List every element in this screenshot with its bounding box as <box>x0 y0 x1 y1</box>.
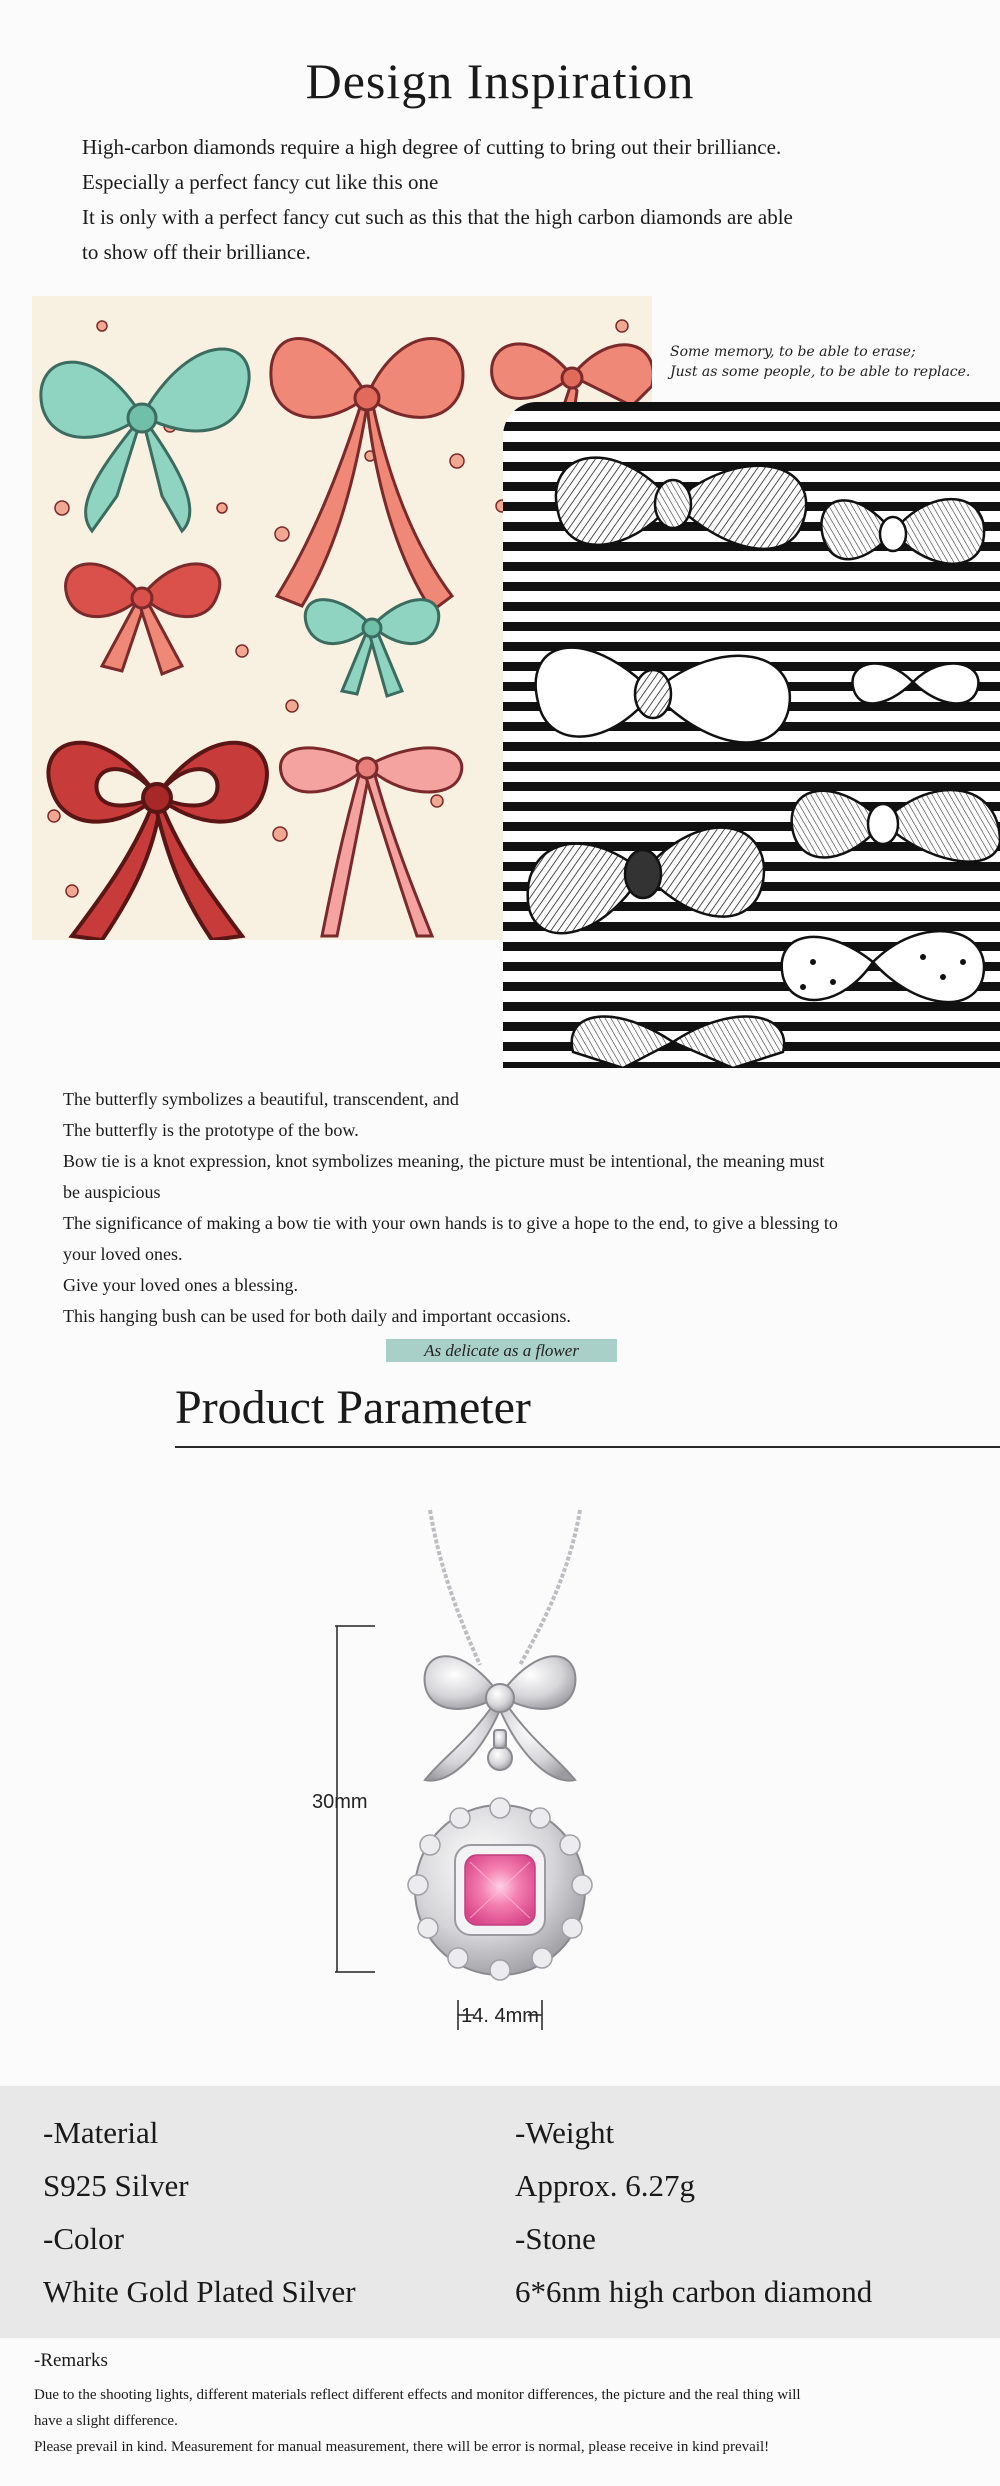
script-note-line: Some memory, to be able to erase; <box>670 344 916 360</box>
intro-line: Especially a perfect fancy cut like this one <box>82 170 439 194</box>
story-line: Give your loved ones a blessing. <box>63 1275 298 1295</box>
story-line: The butterfly is the prototype of the bow. <box>63 1120 359 1140</box>
remarks-text <box>34 2382 974 2460</box>
story-line: The significance of making a bow tie with your own hands is to give a hope to the end, to give a blessing to <box>63 1213 838 1233</box>
remarks-line: Please prevail in kind. Measurement for manual measurement, there will be error is normal, please receive in kind prevail! <box>34 2439 770 2455</box>
story-text <box>63 1084 963 1332</box>
story-line: This hanging bush can be used for both daily and important occasions. <box>63 1306 571 1326</box>
script-note <box>670 342 970 382</box>
stone-label: -Stone <box>515 2221 596 2256</box>
height-label: 30mm <box>312 1791 368 1813</box>
flower-tagline: As delicate as a flower <box>386 1339 617 1362</box>
remarks-line: Due to the shooting lights, different materials reflect different effects and monitor differences, the picture and the real thing will <box>34 2387 801 2403</box>
remarks-title: -Remarks <box>34 2350 108 2371</box>
stone-value: 6*6nm high carbon diamond <box>515 2274 873 2309</box>
striped-bows-illustration <box>503 402 1000 1068</box>
color-label: -Color <box>43 2221 124 2256</box>
page-title: Design Inspiration <box>305 53 695 109</box>
intro-text <box>82 130 942 270</box>
material-value: S925 Silver <box>43 2168 189 2203</box>
specs-panel <box>0 2086 1000 2338</box>
story-line: be auspicious <box>63 1182 161 1202</box>
intro-line: It is only with a perfect fancy cut such as this that the high carbon diamonds are able <box>82 205 793 229</box>
striped-bows-image <box>503 402 1000 1068</box>
intro-line: High-carbon diamonds require a high degree of cutting to bring out their brilliance. <box>82 135 782 159</box>
color-value: White Gold Plated Silver <box>43 2274 356 2309</box>
story-line: Bow tie is a knot expression, knot symbolizes meaning, the picture must be intentional, the meaning must <box>63 1151 825 1171</box>
pendant-illustration <box>290 1490 710 2050</box>
weight-value: Approx. 6.27g <box>515 2168 695 2203</box>
remarks-line: have a slight difference. <box>34 2413 178 2429</box>
material-label: -Material <box>43 2115 159 2150</box>
product-figure <box>290 1490 710 2050</box>
script-note-line: Just as some people, to be able to replace. <box>670 364 971 380</box>
weight-label: -Weight <box>515 2115 615 2150</box>
width-label: 14. 4mm <box>461 2005 539 2027</box>
specs-right-column <box>515 2106 872 2318</box>
section-title: Product Parameter <box>175 1381 531 1434</box>
story-line: your loved ones. <box>63 1244 183 1264</box>
specs-left-column <box>43 2106 356 2318</box>
story-line: The butterfly symbolizes a beautiful, transcendent, and <box>63 1089 459 1109</box>
section-divider <box>175 1446 1000 1448</box>
intro-line: to show off their brilliance. <box>82 240 311 264</box>
